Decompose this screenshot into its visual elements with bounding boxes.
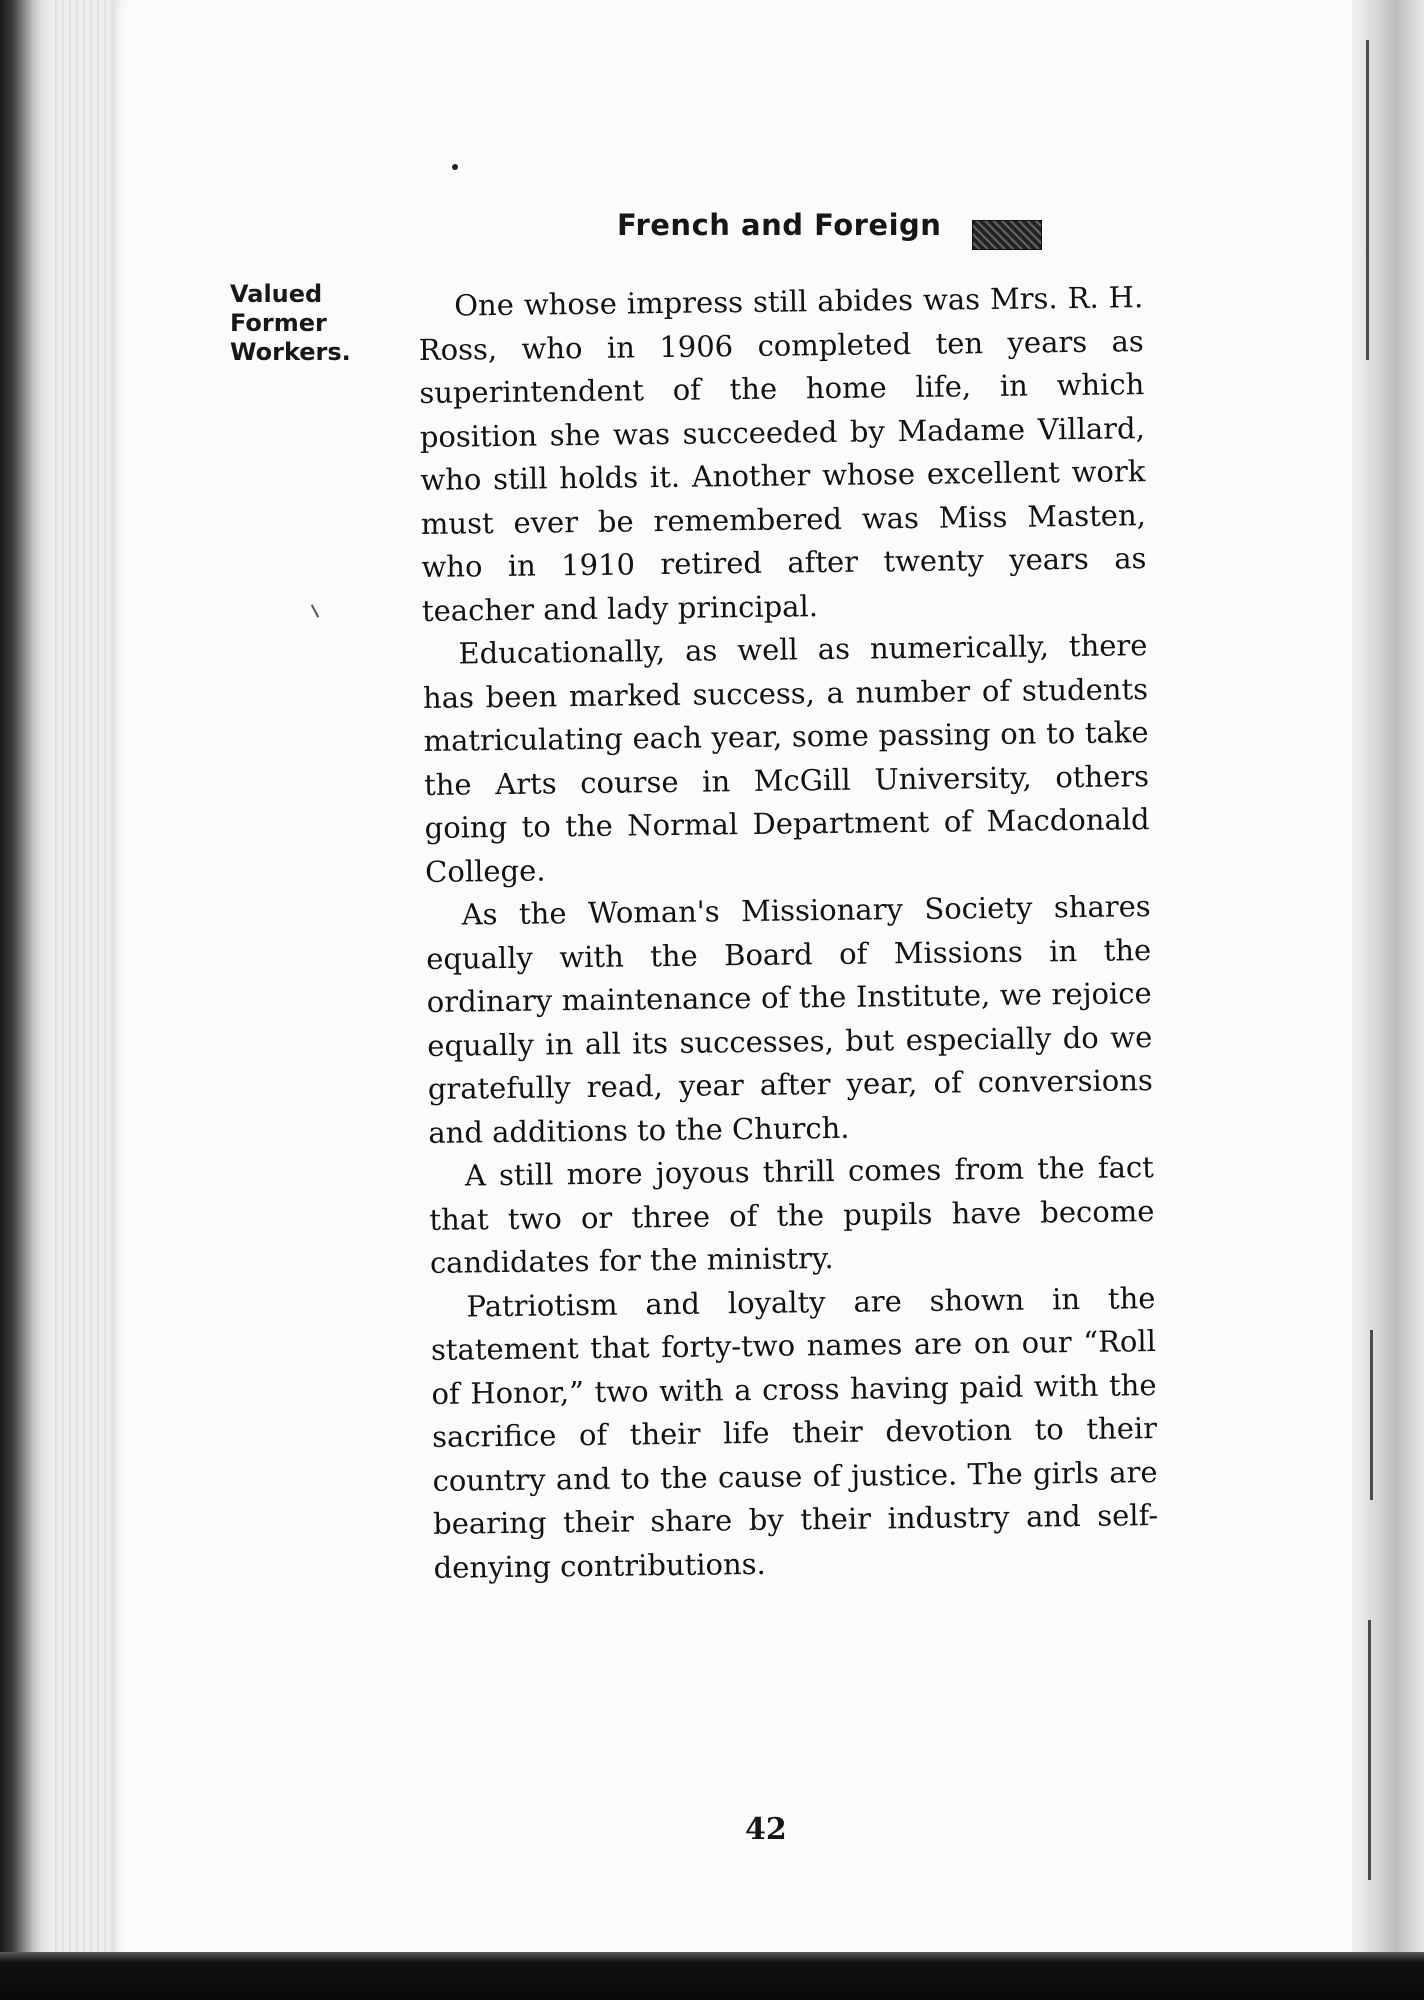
page-stack-edges [50,0,120,2000]
scanner-bottom-edge [0,1952,1424,2000]
paragraph: Educationally, as well as numerically, there has been marked success, a number of students matriculating each year, some passing on to take the Arts course in McGill University, others going to the Normal Department of Macdonald College. [422,628,1150,889]
paragraph: A still more joyous thrill comes from the fact that two or three of the pupils have become candidates for the ministry. [429,1150,1155,1280]
book-gutter-edge [0,0,50,2000]
book-right-edge [1352,0,1424,2000]
header-ornament [972,220,1042,250]
sidenote-line: Former [230,309,327,337]
paragraph: As the Woman's Missionary Society shares equally with the Board of Missions in the ordinary maintenance of the Institute, we rejoice equally in all its successes, but especially do we gratefully read, year after year, of conversions and additions to the Church. [426,889,1153,1150]
margin-sidenote [230,280,351,367]
sidenote-line: Workers. [230,338,351,366]
paragraph: One whose impress still abides was Mrs. R. H. Ross, who in 1906 completed ten years as superintendent of the home life, in which position she was succeeded by Madame Villard, who still holds it. Another whose excellent work must ever be remembered was Miss Masten, who in 1910 retired after twenty years as teacher and lady principal. [418,280,1147,628]
page-number: 42 [745,1812,787,1847]
body-text [418,276,1159,1590]
paragraph: Patriotism and loyalty are shown in the statement that forty-two names are on our “Roll of Honor,” two with a cross having paid with the sacrifice of their life their devotion to their country and to the cause of justice. The girls are bearing their share by their industry and self-denying contributions. [430,1280,1159,1585]
sidenote-line: Valued [230,280,323,308]
running-head: French and Foreign [617,208,942,242]
ink-speck [452,164,458,170]
